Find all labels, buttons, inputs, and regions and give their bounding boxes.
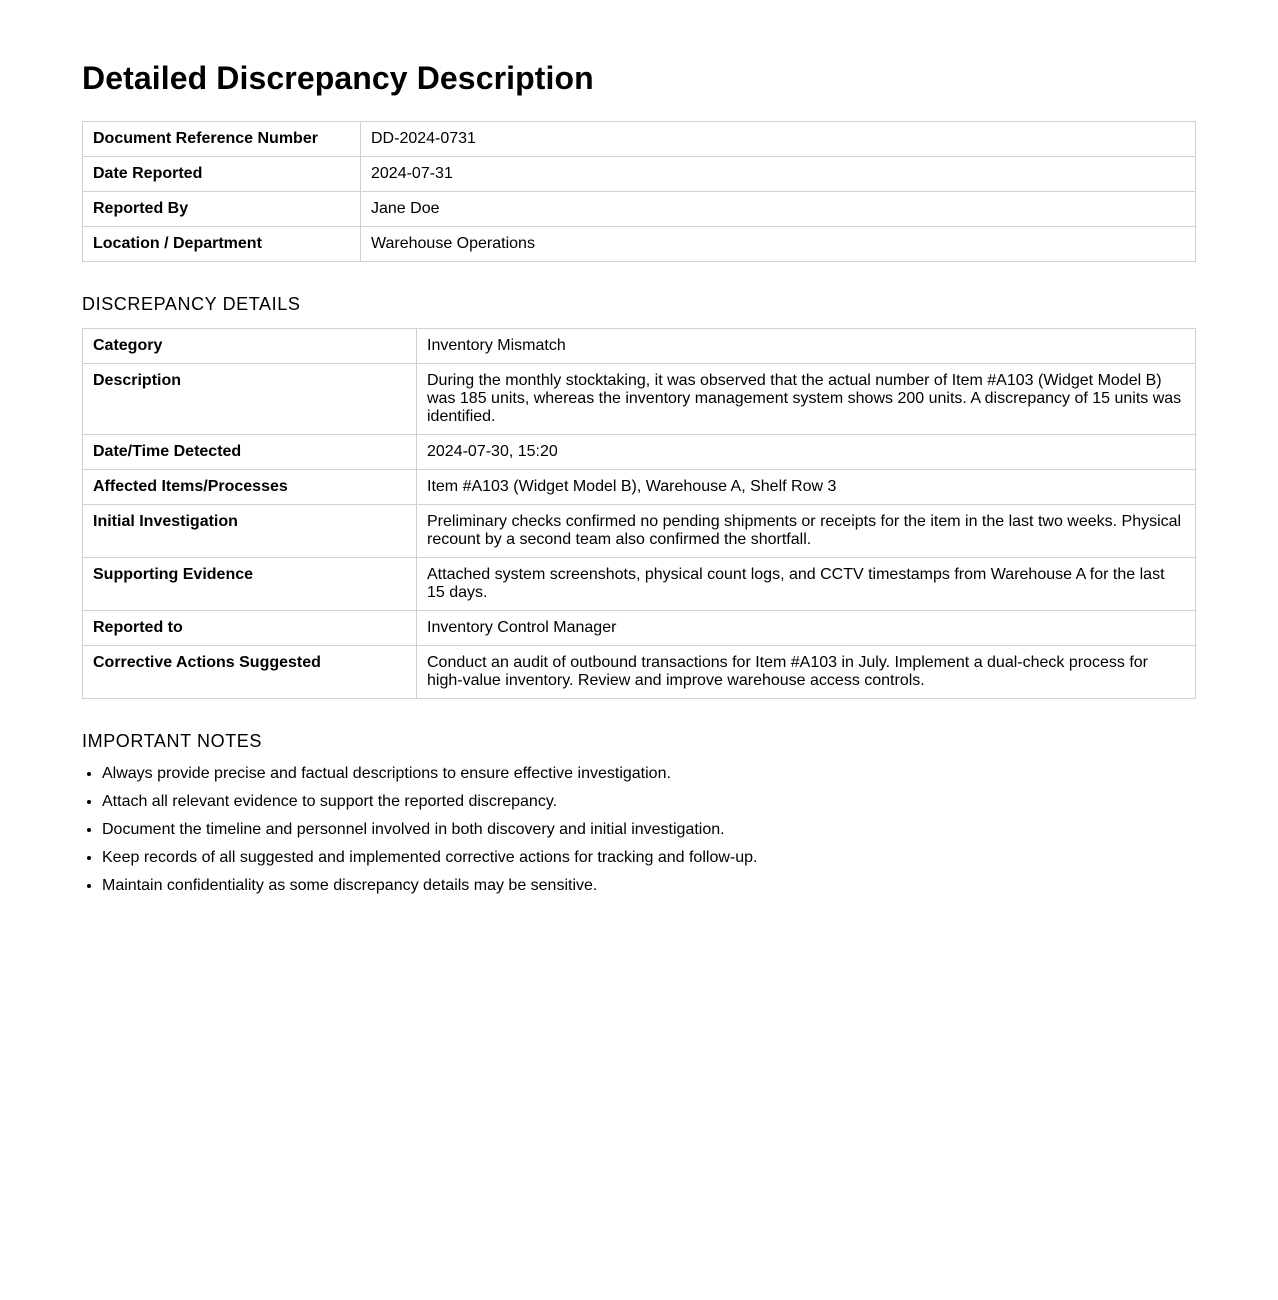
table-row (83, 435, 1196, 470)
detail-label: Corrective Actions Suggested (83, 646, 417, 699)
detail-label: Description (83, 364, 417, 435)
meta-value: Warehouse Operations (361, 227, 1196, 262)
important-notes-list (82, 765, 1196, 895)
list-item: • Attach all relevant evidence to support the reported discrepancy. (102, 793, 1196, 811)
meta-label: Document Reference Number (83, 122, 361, 157)
meta-value: DD-2024-0731 (361, 122, 1196, 157)
detail-value: During the monthly stocktaking, it was observed that the actual number of Item #A103 (Widget Model B) was 185 units, whereas the inventory management system shows 200 units. A discrepancy of 15 units was identified. (417, 364, 1196, 435)
meta-value: 2024-07-31 (361, 157, 1196, 192)
page-title: Detailed Discrepancy Description (82, 60, 594, 96)
list-item: • Keep records of all suggested and implemented corrective actions for tracking and follow-up. (102, 849, 1196, 867)
detail-value: Attached system screenshots, physical count logs, and CCTV timestamps from Warehouse A for the last 15 days. (417, 558, 1196, 611)
table-row (83, 329, 1196, 364)
table-row (83, 157, 1196, 192)
meta-label: Reported By (83, 192, 361, 227)
detail-label: Affected Items/Processes (83, 470, 417, 505)
meta-value: Jane Doe (361, 192, 1196, 227)
table-row (83, 192, 1196, 227)
table-row (83, 611, 1196, 646)
detail-value: Inventory Control Manager (417, 611, 1196, 646)
table-row (83, 558, 1196, 611)
important-notes-heading: IMPORTANT NOTES (82, 731, 263, 751)
detail-value: Conduct an audit of outbound transactions for Item #A103 in July. Implement a dual-check process for high-value inventory. Review and improve warehouse access controls. (417, 646, 1196, 699)
table-row (83, 470, 1196, 505)
discrepancy-details-table (82, 328, 1196, 699)
detail-label: Date/Time Detected (83, 435, 417, 470)
detail-label: Supporting Evidence (83, 558, 417, 611)
meta-label: Location / Department (83, 227, 361, 262)
table-row (83, 364, 1196, 435)
detail-label: Category (83, 329, 417, 364)
detail-value: Item #A103 (Widget Model B), Warehouse A, Shelf Row 3 (417, 470, 1196, 505)
table-row (83, 505, 1196, 558)
list-item: • Document the timeline and personnel involved in both discovery and initial investigation. (102, 821, 1196, 839)
detail-label: Initial Investigation (83, 505, 417, 558)
detail-label: Reported to (83, 611, 417, 646)
detail-value: Preliminary checks confirmed no pending shipments or receipts for the item in the last two weeks. Physical recount by a second team also confirmed the shortfall. (417, 505, 1196, 558)
meta-label: Date Reported (83, 157, 361, 192)
detail-value: Inventory Mismatch (417, 329, 1196, 364)
document-meta-table (82, 121, 1196, 262)
list-item: • Maintain confidentiality as some discrepancy details may be sensitive. (102, 877, 1196, 895)
list-item: • Always provide precise and factual descriptions to ensure effective investigation. (102, 765, 1196, 783)
table-row (83, 646, 1196, 699)
discrepancy-details-heading: DISCREPANCY DETAILS (82, 294, 301, 314)
table-row (83, 122, 1196, 157)
table-row (83, 227, 1196, 262)
detail-value: 2024-07-30, 15:20 (417, 435, 1196, 470)
